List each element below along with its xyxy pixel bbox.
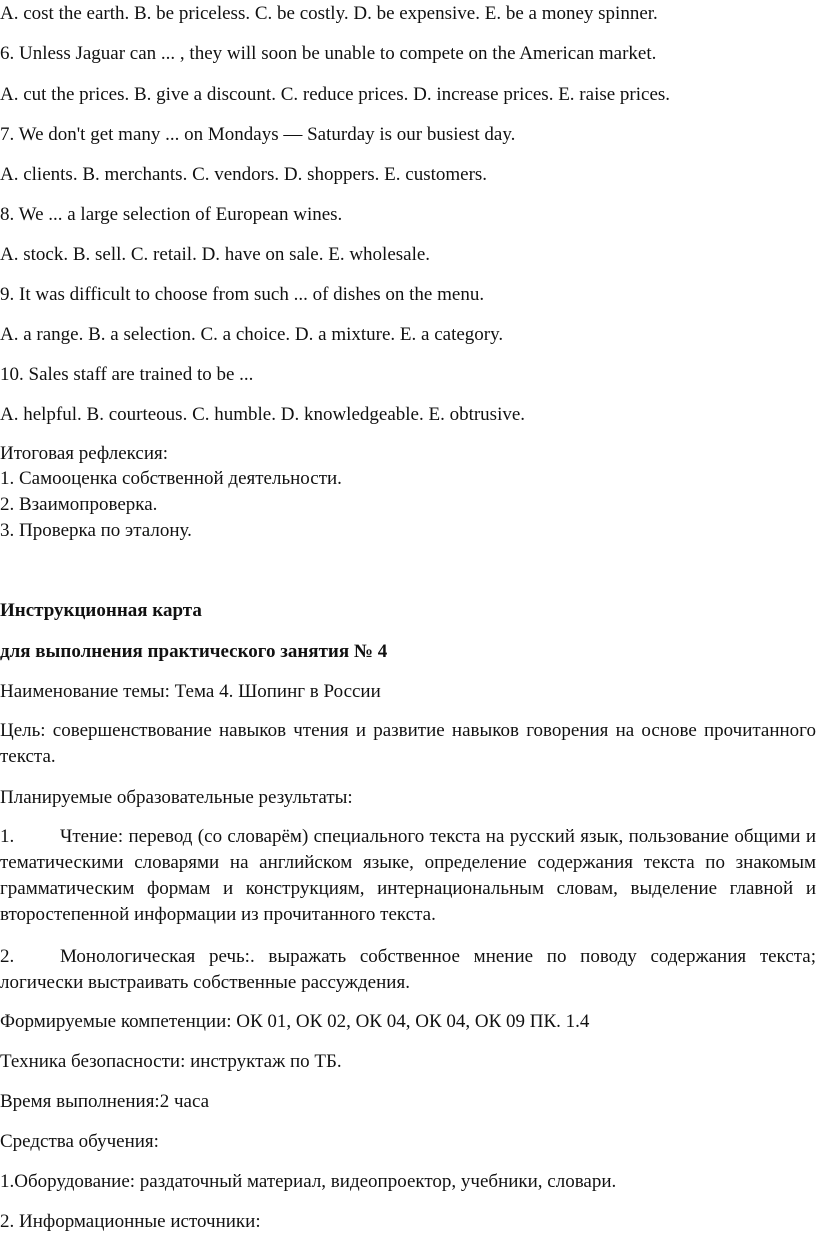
result-2-number: 2. xyxy=(0,946,15,967)
question-8: 8. We ... a large selection of European wines. xyxy=(0,204,343,225)
safety-line: Техника безопасности: инструктаж по ТБ. xyxy=(0,1051,342,1072)
means-title: Средства обучения: xyxy=(0,1131,159,1152)
reflection-item: 2. Взаимопроверка. xyxy=(0,494,158,515)
sources-line: 2. Информационные источники: xyxy=(0,1211,261,1232)
result-2 xyxy=(0,944,816,996)
q10-answers: A. helpful. B. courteous. C. humble. D. knowledgeable. E. obtrusive. xyxy=(0,404,526,425)
topic-line: Наименование темы: Тема 4. Шопинг в России xyxy=(0,681,381,702)
time-line: Время выполнения:2 часа xyxy=(0,1091,210,1112)
question-10: 10. Sales staff are trained to be ... xyxy=(0,364,254,385)
reflection-item: 1. Самооценка собственной деятельности. xyxy=(0,468,342,489)
q6-answers: A. cut the prices. B. give a discount. C. reduce prices. D. increase prices. E. raise prices. xyxy=(0,84,671,105)
question-6: 6. Unless Jaguar can ... , they will soon be unable to compete on the American market. xyxy=(0,43,657,64)
result-1-text: Чтение: перевод (со словарём) специального текста на русский язык, пользование общими и тематическими словарями на английском языке, определение содержания текста по знакомым грамматическим формам и конструкциям, интернациональным словам, выделение главной и второстепенной информации из прочитанного текста. xyxy=(0,826,816,925)
question-9: 9. It was difficult to choose from such ... of dishes on the menu. xyxy=(0,284,485,305)
reflection-item: 3. Проверка по эталону. xyxy=(0,520,192,541)
result-1-number: 1. xyxy=(0,826,15,847)
competencies-line: Формируемые компетенции: ОК 01, ОК 02, ОК 04, ОК 04, ОК 09 ПК. 1.4 xyxy=(0,1011,590,1032)
q9-answers: A. a range. B. a selection. C. a choice. D. a mixture. E. a category. xyxy=(0,324,504,345)
card-heading: Инструкционная карта xyxy=(0,600,202,621)
card-subheading: для выполнения практического занятия № 4 xyxy=(0,641,388,662)
question-7: 7. We don't get many ... on Mondays — Saturday is our busiest day. xyxy=(0,124,516,145)
reflection-title: Итоговая рефлексия: xyxy=(0,443,169,464)
goal-paragraph: Цель: совершенствование навыков чтения и развитие навыков говорения на основе прочитанного текста. xyxy=(0,720,816,767)
result-1 xyxy=(0,824,816,928)
results-title: Планируемые образовательные результаты: xyxy=(0,787,353,808)
result-2-text: Монологическая речь:. выражать собственное мнение по поводу содержания текста; логически выстраивать собственные рассуждения. xyxy=(0,946,816,993)
q8-answers: A. stock. B. sell. C. retail. D. have on sale. E. wholesale. xyxy=(0,244,431,265)
equipment-line: 1.Оборудование: раздаточный материал, видеопроектор, учебники, словари. xyxy=(0,1171,617,1192)
q7-answers: A. clients. B. merchants. C. vendors. D. shoppers. E. customers. xyxy=(0,164,488,185)
q5-answers: A. cost the earth. B. be priceless. C. be costly. D. be expensive. E. be a money spinner. xyxy=(0,3,658,24)
